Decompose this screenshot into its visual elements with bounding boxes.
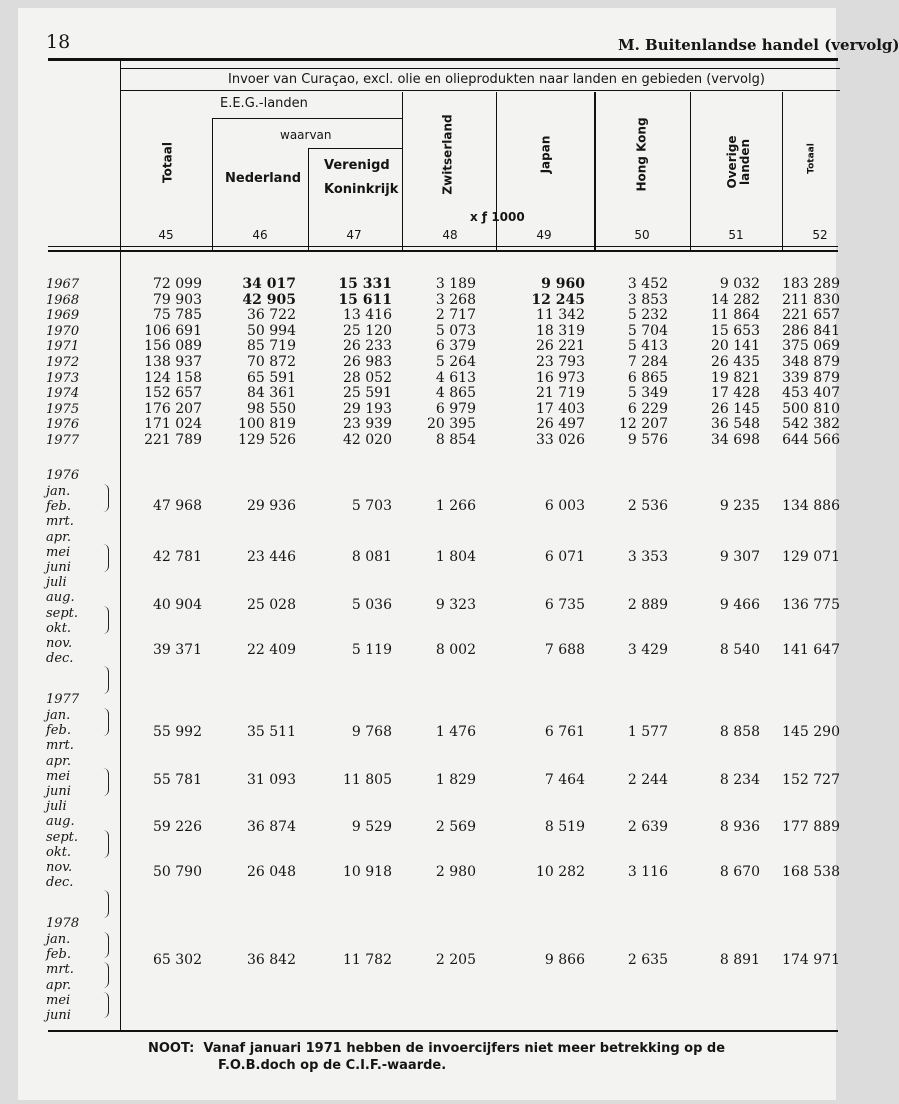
m1977-month-5: juni — [46, 784, 71, 799]
header-japan: Japan — [538, 135, 553, 174]
cell-1978-q1-col49: 9 866 — [544, 952, 585, 968]
cell-1969-col49: 11 342 — [536, 307, 585, 324]
brace-1977-2 — [100, 830, 109, 858]
cell-1973-col49: 16 973 — [536, 369, 585, 386]
col-divider-1 — [212, 118, 213, 250]
m1977-month-11: dec. — [46, 875, 74, 891]
cell-1976-p3-col51: 8 540 — [719, 642, 760, 658]
cell-1967-col50: 3 452 — [627, 276, 668, 292]
cell-1978-q1-col45: 65 302 — [153, 952, 202, 968]
cell-1976-col47: 23 939 — [343, 416, 392, 433]
m1977-month-2: mrt. — [46, 738, 74, 754]
brace-1977-0 — [100, 708, 109, 736]
m1976-month-7: aug. — [46, 590, 75, 606]
brace-1978-1 — [100, 962, 109, 988]
row-label-1974: 1974 — [46, 386, 80, 402]
cell-1968-col52: 211 830 — [782, 291, 840, 308]
cell-1972-col52: 348 879 — [782, 354, 840, 370]
cell-1967-col46: 34 017 — [242, 276, 296, 292]
title-rule — [120, 90, 840, 91]
cell-1976-p2-col50: 2 889 — [627, 597, 668, 613]
m1977-month-1: feb. — [46, 723, 71, 739]
cell-1976-col52: 542 382 — [782, 416, 840, 433]
bottom-rule — [48, 1030, 838, 1032]
cell-1971-col45: 156 089 — [144, 338, 202, 355]
colnum-51: 51 — [728, 228, 744, 242]
header-nederland: Nederland — [225, 171, 302, 186]
cell-1976-p2-col46: 25 028 — [247, 597, 296, 613]
cell-1977-p0-col49: 6 761 — [544, 724, 585, 740]
m1978-month-3: apr. — [46, 977, 71, 993]
cell-1969-col46: 36 722 — [247, 307, 296, 324]
cell-1974-col48: 4 865 — [435, 385, 476, 402]
header-koninkrijk: Koninkrijk — [324, 182, 399, 197]
cell-1976-p1-col45: 42 781 — [153, 549, 202, 565]
cell-1971-col52: 375 069 — [782, 338, 840, 355]
cell-1975-col50: 6 229 — [627, 400, 668, 417]
cell-1967-col52: 183 289 — [782, 276, 840, 292]
cell-1977-p0-col48: 1 476 — [435, 724, 476, 740]
cell-1976-col48: 20 395 — [427, 416, 476, 433]
cell-1971-col48: 6 379 — [435, 338, 476, 355]
cell-1973-col48: 4 613 — [435, 369, 476, 386]
brace-1977-1 — [100, 768, 109, 796]
colnum-47: 47 — [346, 228, 362, 242]
cell-1977-col45: 221 789 — [144, 432, 202, 448]
document-page — [18, 8, 899, 1100]
m1976-month-5: juni — [46, 560, 71, 575]
row-label-1968: 1968 — [46, 292, 80, 308]
cell-1973-col46: 65 591 — [247, 369, 296, 386]
cell-1976-p1-col46: 23 446 — [247, 549, 296, 565]
cell-1972-col51: 26 435 — [711, 354, 760, 370]
header-totaal: Totaal — [160, 142, 175, 183]
cell-1967-col49: 9 960 — [541, 276, 585, 292]
cell-1976-col46: 100 819 — [238, 416, 296, 433]
cell-1969-col48: 2 717 — [435, 307, 476, 324]
m1977-month-3: apr. — [46, 753, 71, 769]
cell-1968-col49: 12 245 — [531, 291, 585, 308]
colnum-46: 46 — [252, 228, 268, 242]
cell-1977-p2-col52: 177 889 — [782, 819, 840, 835]
cell-1976-p3-col46: 22 409 — [247, 642, 296, 658]
cell-1972-col49: 23 793 — [536, 354, 585, 370]
waarvan-rule — [308, 148, 402, 149]
m1977-month-4: mei — [46, 768, 71, 784]
cell-1972-col46: 70 872 — [247, 354, 296, 370]
cell-1976-p0-col52: 134 886 — [782, 498, 840, 514]
m1978-month-1: feb. — [46, 947, 71, 963]
cell-1977-p1-col47: 11 805 — [343, 772, 392, 788]
colnum-50: 50 — [634, 228, 650, 242]
cell-1977-p3-col50: 3 116 — [627, 864, 668, 880]
row-label-1975: 1975 — [46, 401, 80, 417]
m1976-month-11: dec. — [46, 651, 74, 667]
m1978-month-2: mrt. — [46, 962, 74, 978]
m1978-month-5: juni — [46, 1008, 71, 1023]
m1976-month-0: jan. — [46, 484, 71, 499]
cell-1975-col52: 500 810 — [782, 400, 840, 417]
col-divider-5 — [594, 92, 596, 250]
cell-1977-col46: 129 526 — [238, 432, 296, 448]
header-zwitserland: Zwitserland — [440, 114, 455, 195]
cell-1977-p0-col46: 35 511 — [247, 724, 296, 740]
cell-1976-p0-col50: 2 536 — [627, 498, 668, 514]
m1976-month-8: sept. — [46, 605, 79, 621]
cell-1974-col51: 17 428 — [711, 385, 760, 402]
cell-1976-p2-col52: 136 775 — [782, 597, 840, 613]
cell-1977-p2-col49: 8 519 — [544, 819, 585, 835]
page-number: 18 — [46, 31, 71, 53]
year-label-1976: 1976 — [46, 468, 80, 483]
cell-1974-col46: 84 361 — [247, 385, 296, 402]
cell-1968-col45: 79 903 — [153, 291, 202, 308]
cell-1977-col51: 34 698 — [711, 432, 760, 448]
cell-1968-col50: 3 853 — [627, 291, 668, 308]
cell-1976-col49: 26 497 — [536, 416, 585, 433]
cell-1977-col48: 8 854 — [435, 432, 476, 448]
cell-1976-p2-col45: 40 904 — [153, 597, 202, 613]
cell-1969-col47: 13 416 — [343, 307, 392, 324]
cell-1976-p0-col46: 29 936 — [247, 498, 296, 514]
eeg-rule — [212, 118, 402, 119]
cell-1976-p3-col50: 3 429 — [627, 642, 668, 658]
row-label-1972: 1972 — [46, 355, 80, 370]
cell-1977-p3-col48: 2 980 — [435, 864, 476, 880]
cell-1976-p3-col52: 141 647 — [782, 642, 840, 658]
colnum-52: 52 — [812, 228, 828, 242]
cell-1975-col47: 29 193 — [343, 400, 392, 417]
cell-1978-q1-col50: 2 635 — [627, 952, 668, 968]
brace-1976-1 — [100, 544, 109, 572]
cell-1976-p3-col49: 7 688 — [544, 642, 585, 658]
cell-1967-col45: 72 099 — [153, 276, 202, 292]
cell-1972-col50: 7 284 — [627, 354, 668, 370]
cell-1977-col49: 33 026 — [536, 432, 585, 448]
cell-1976-p3-col45: 39 371 — [153, 642, 202, 658]
cell-1975-col49: 17 403 — [536, 400, 585, 417]
stub-divider — [120, 61, 121, 1031]
brace-1976-3 — [100, 666, 109, 694]
note-label: NOOT: — [148, 1041, 195, 1056]
year-label-1977: 1977 — [46, 692, 80, 707]
cell-1973-col52: 339 879 — [782, 369, 840, 386]
cell-1971-col51: 20 141 — [711, 338, 760, 355]
cell-1977-p2-col48: 2 569 — [435, 819, 476, 835]
colnum-rule-top — [48, 246, 838, 247]
cell-1977-col50: 9 576 — [627, 432, 668, 448]
col-divider-2 — [308, 148, 309, 250]
cell-1971-col50: 5 413 — [627, 338, 668, 355]
cell-1976-p2-col51: 9 466 — [719, 597, 760, 613]
cell-1977-col52: 644 566 — [782, 432, 840, 448]
m1976-month-10: nov. — [46, 636, 73, 651]
note-line-2: F.O.B.doch op de C.I.F.-waarde. — [218, 1058, 447, 1073]
cell-1970-col47: 25 120 — [343, 322, 392, 339]
cell-1978-q1-col48: 2 205 — [435, 952, 476, 968]
cell-1976-p1-col51: 9 307 — [719, 549, 760, 565]
row-label-1977: 1977 — [46, 433, 80, 448]
cell-1975-col51: 26 145 — [711, 400, 760, 417]
cell-1977-p3-col51: 8 670 — [719, 864, 760, 880]
cell-1968-col51: 14 282 — [711, 291, 760, 308]
top-rule — [48, 58, 838, 61]
cell-1974-col52: 453 407 — [782, 385, 840, 402]
header-overige — [726, 132, 754, 192]
cell-1968-col47: 15 611 — [338, 291, 392, 308]
m1977-month-9: okt. — [46, 844, 72, 860]
cell-1976-p1-col50: 3 353 — [627, 549, 668, 565]
cell-1968-col46: 42 905 — [242, 291, 296, 308]
cell-1968-col48: 3 268 — [435, 291, 476, 308]
cell-1973-col50: 6 865 — [627, 369, 668, 386]
m1977-month-10: nov. — [46, 860, 73, 875]
cell-1976-col45: 171 024 — [144, 416, 202, 433]
cell-1970-col45: 106 691 — [144, 322, 202, 339]
cell-1967-col51: 9 032 — [719, 276, 760, 292]
cell-1977-p3-col45: 50 790 — [153, 864, 202, 880]
cell-1974-col49: 21 719 — [536, 385, 585, 402]
cell-1976-col50: 12 207 — [619, 416, 668, 433]
cell-1969-col50: 5 232 — [627, 307, 668, 324]
cell-1977-p2-col47: 9 529 — [351, 819, 392, 835]
cell-1970-col49: 18 319 — [536, 322, 585, 339]
m1976-month-1: feb. — [46, 499, 71, 515]
header-hongkong: Hong Kong — [634, 117, 649, 192]
col-divider-3 — [402, 92, 403, 250]
cell-1976-p2-col48: 9 323 — [435, 597, 476, 613]
row-label-1967: 1967 — [46, 277, 80, 292]
brace-1976-2 — [100, 606, 109, 634]
cell-1977-p3-col46: 26 048 — [247, 864, 296, 880]
m1976-month-6: juli — [46, 575, 67, 591]
cell-1975-col46: 98 550 — [247, 400, 296, 417]
cell-1972-col47: 26 983 — [343, 354, 392, 370]
cell-1977-p3-col52: 168 538 — [782, 864, 840, 880]
cell-1977-p2-col45: 59 226 — [153, 819, 202, 835]
cell-1977-p3-col47: 10 918 — [343, 864, 392, 880]
cell-1967-col47: 15 331 — [338, 276, 392, 292]
brace-1978-2 — [100, 992, 109, 1018]
cell-1977-p0-col45: 55 992 — [153, 724, 202, 740]
cell-1978-q1-col51: 8 891 — [719, 952, 760, 968]
row-label-1970: 1970 — [46, 323, 80, 339]
table-title: Invoer van Curaçao, excl. olie en olieprodukten naar landen en gebieden (vervolg) — [228, 72, 765, 87]
header-eeg: E.E.G.-landen — [220, 96, 308, 111]
note-line-1: Vanaf januari 1971 hebben de invoercijfers niet meer betrekking op de — [203, 1041, 726, 1056]
cell-1976-p1-col49: 6 071 — [544, 549, 585, 565]
footnote — [148, 1040, 725, 1074]
m1978-month-4: mei — [46, 992, 71, 1008]
header-rule — [120, 68, 840, 69]
colnum-rule-bottom — [48, 250, 838, 252]
cell-1976-p0-col48: 1 266 — [435, 498, 476, 514]
cell-1977-p1-col50: 2 244 — [627, 772, 668, 788]
cell-1977-p2-col46: 36 874 — [247, 819, 296, 835]
cell-1978-q1-col46: 36 842 — [247, 952, 296, 968]
m1977-month-8: sept. — [46, 829, 79, 845]
cell-1976-p3-col48: 8 002 — [435, 642, 476, 658]
cell-1976-p3-col47: 5 119 — [351, 642, 392, 658]
header-verenigd: Verenigd — [324, 158, 390, 173]
cell-1978-q1-col47: 11 782 — [343, 952, 392, 968]
brace-1978-0 — [100, 932, 109, 958]
cell-1977-p0-col51: 8 858 — [719, 724, 760, 740]
cell-1976-p0-col45: 47 968 — [153, 498, 202, 514]
row-label-1969: 1969 — [46, 308, 80, 324]
cell-1970-col52: 286 841 — [782, 322, 840, 339]
cell-1976-col51: 36 548 — [711, 416, 760, 433]
cell-1969-col52: 221 657 — [782, 307, 840, 324]
cell-1972-col48: 5 264 — [435, 354, 476, 370]
cell-1977-p1-col45: 55 781 — [153, 772, 202, 788]
m1976-month-2: mrt. — [46, 514, 74, 530]
cell-1974-col47: 25 591 — [343, 385, 392, 402]
cell-1973-col51: 19 821 — [711, 369, 760, 386]
cell-1977-p0-col47: 9 768 — [351, 724, 392, 740]
cell-1976-p1-col52: 129 071 — [782, 549, 840, 565]
running-head: M. Buitenlandse handel (vervolg) — [618, 36, 899, 54]
header-waarvan: waarvan — [280, 128, 332, 142]
cell-1969-col51: 11 864 — [711, 307, 760, 324]
colnum-45: 45 — [158, 228, 174, 242]
cell-1977-p1-col49: 7 464 — [544, 772, 585, 788]
cell-1969-col45: 75 785 — [153, 307, 202, 324]
colnum-49: 49 — [536, 228, 552, 242]
cell-1972-col45: 138 937 — [144, 354, 202, 370]
cell-1977-p2-col51: 8 936 — [719, 819, 760, 835]
cell-1977-p2-col50: 2 639 — [627, 819, 668, 835]
header-totaal-right: Totaal — [806, 143, 817, 174]
cell-1973-col47: 28 052 — [343, 369, 392, 386]
m1978-month-0: jan. — [46, 932, 71, 947]
col-divider-6 — [690, 92, 691, 250]
cell-1971-col47: 26 233 — [343, 338, 392, 355]
header-overige-2: landen — [738, 138, 752, 186]
cell-1974-col50: 5 349 — [627, 385, 668, 402]
cell-1976-p2-col47: 5 036 — [351, 597, 392, 613]
brace-1976-0 — [100, 484, 109, 512]
colnum-48: 48 — [442, 228, 458, 242]
cell-1973-col45: 124 158 — [144, 369, 202, 386]
cell-1977-p1-col52: 152 727 — [782, 772, 840, 788]
year-label-1978: 1978 — [46, 916, 80, 931]
header-overige-1: Overige — [725, 135, 739, 189]
cell-1977-p1-col48: 1 829 — [435, 772, 476, 788]
cell-1977-p1-col51: 8 234 — [719, 772, 760, 788]
unit-label: x ƒ 1000 — [470, 210, 525, 224]
cell-1976-p1-col48: 1 804 — [435, 549, 476, 565]
cell-1970-col51: 15 653 — [711, 322, 760, 339]
cell-1967-col48: 3 189 — [435, 276, 476, 292]
cell-1977-p0-col52: 145 290 — [782, 724, 840, 740]
col-divider-4 — [496, 92, 497, 250]
cell-1977-p3-col49: 10 282 — [536, 864, 585, 880]
cell-1977-p1-col46: 31 093 — [247, 772, 296, 788]
cell-1976-p0-col47: 5 703 — [351, 498, 392, 514]
cell-1970-col50: 5 704 — [627, 322, 668, 339]
cell-1971-col46: 85 719 — [247, 338, 296, 355]
cell-1977-col47: 42 020 — [343, 432, 392, 448]
m1977-month-7: aug. — [46, 814, 75, 830]
m1977-month-6: juli — [46, 799, 67, 815]
row-label-1973: 1973 — [46, 370, 80, 386]
cell-1971-col49: 26 221 — [536, 338, 585, 355]
cell-1976-p0-col51: 9 235 — [719, 498, 760, 514]
m1976-month-9: okt. — [46, 620, 72, 636]
row-label-1976: 1976 — [46, 417, 80, 433]
cell-1978-q1-col52: 174 971 — [782, 952, 840, 968]
cell-1976-p2-col49: 6 735 — [544, 597, 585, 613]
cell-1975-col45: 176 207 — [144, 400, 202, 417]
m1976-month-3: apr. — [46, 529, 71, 545]
m1977-month-0: jan. — [46, 708, 71, 723]
cell-1976-p1-col47: 8 081 — [351, 549, 392, 565]
brace-1977-3 — [100, 890, 109, 918]
cell-1977-p0-col50: 1 577 — [627, 724, 668, 740]
m1976-month-4: mei — [46, 544, 71, 560]
cell-1976-p0-col49: 6 003 — [544, 498, 585, 514]
cell-1970-col48: 5 073 — [435, 322, 476, 339]
cell-1974-col45: 152 657 — [144, 385, 202, 402]
cell-1970-col46: 50 994 — [247, 322, 296, 339]
row-label-1971: 1971 — [46, 339, 80, 355]
col-divider-7 — [782, 92, 783, 250]
cell-1975-col48: 6 979 — [435, 400, 476, 417]
